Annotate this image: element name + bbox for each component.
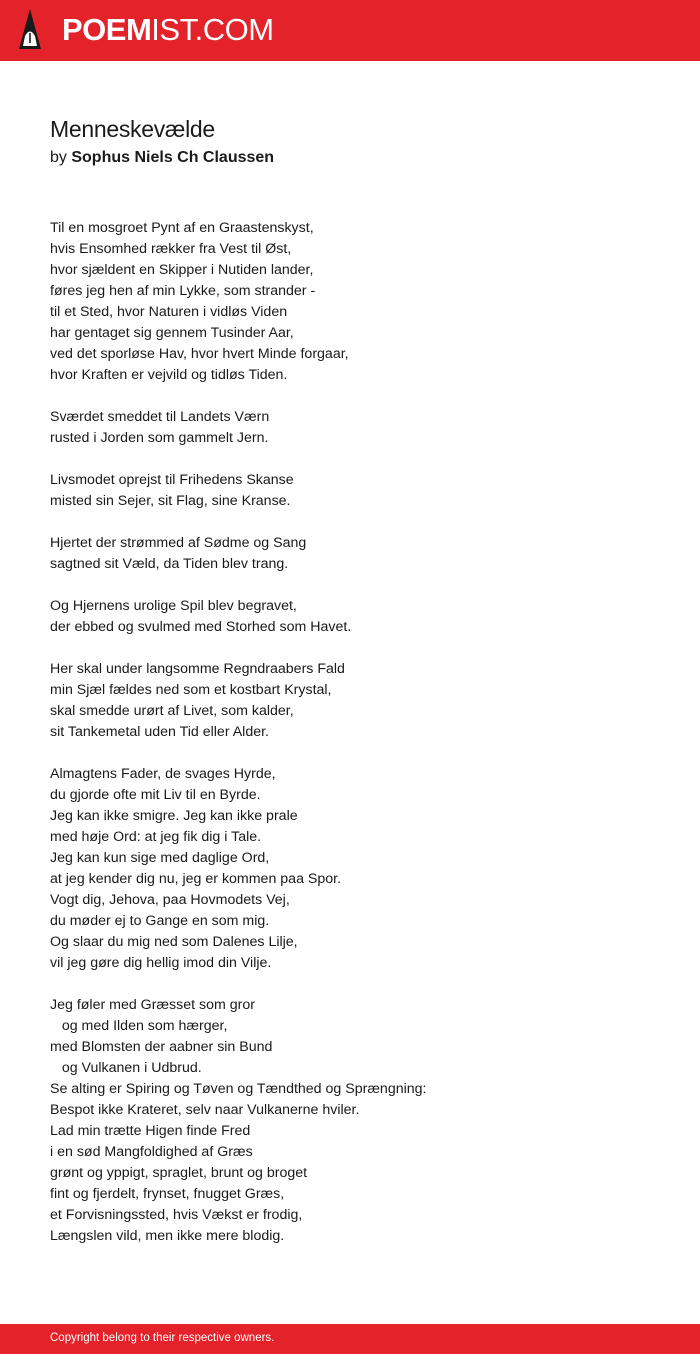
pen-nib-icon[interactable] — [18, 9, 42, 51]
poem-line: Sværdet smeddet til Landets Værn — [50, 409, 270, 425]
poem-line: der ebbed og svulmed med Storhed som Havet. — [50, 619, 352, 635]
poem-line: rusted i Jorden som gammelt Jern. — [50, 430, 269, 446]
poem-line: min Sjæl fældes ned som et kostbart Krystal, — [50, 682, 332, 698]
poem-line: ved det sporløse Hav, hvor hvert Minde forgaar, — [50, 346, 349, 362]
poem-byline — [50, 149, 274, 167]
brand-rest: IST.COM — [151, 12, 274, 47]
poem-line: hvis Ensomhed rækker fra Vest til Øst, — [50, 241, 292, 257]
poem-line: Jeg kan ikke smigre. Jeg kan ikke prale — [50, 808, 298, 824]
poem-line: har gentaget sig gennem Tusinder Aar, — [50, 325, 294, 341]
poem-line: Og Hjernens urolige Spil blev begravet, — [50, 598, 297, 614]
poem-body — [50, 218, 670, 1268]
poem-line: et Forvisningssted, hvis Vækst er frodig, — [50, 1207, 303, 1223]
poem-stanza — [50, 596, 670, 638]
brand-strong: POEM — [62, 12, 152, 47]
poem-author[interactable]: Sophus Niels Ch Claussen — [71, 149, 275, 166]
poem-line: hvor Kraften er vejvild og tidløs Tiden. — [50, 367, 288, 383]
poem-line: Se alting er Spiring og Tøven og Tændthed og Sprængning: — [50, 1081, 427, 1097]
poem-line: til et Sted, hvor Naturen i vidløs Viden — [50, 304, 288, 320]
poem-line: grønt og yppigt, spraglet, brunt og broget — [50, 1165, 308, 1181]
poem-stanza — [50, 470, 670, 512]
poem-line: Bespot ikke Krateret, selv naar Vulkanerne hviler. — [50, 1102, 360, 1118]
poem-line: Livsmodet oprejst til Frihedens Skanse — [50, 472, 294, 488]
poem-line: og Vulkanen i Udbrud. — [50, 1060, 202, 1076]
byline-prefix: by — [50, 149, 67, 166]
poem-line: at jeg kender dig nu, jeg er kommen paa Spor. — [50, 871, 342, 887]
poem-line: sit Tankemetal uden Tid eller Alder. — [50, 724, 269, 740]
poem-line: Her skal under langsomme Regndraabers Fald — [50, 661, 345, 677]
poem-line: føres jeg hen af min Lykke, som strander - — [50, 283, 316, 299]
poem-stanza — [50, 407, 670, 449]
poem-line: Længslen vild, men ikke mere blodig. — [50, 1228, 285, 1244]
poem-line: med Blomsten der aabner sin Bund — [50, 1039, 273, 1055]
poem-line: du møder ej to Gange en som mig. — [50, 913, 270, 929]
poem-line: Jeg kan kun sige med daglige Ord, — [50, 850, 270, 866]
poem-title: Menneskevælde — [50, 116, 215, 142]
poem-stanza — [50, 764, 670, 974]
poem-stanza — [50, 218, 670, 386]
poem-line: med høje Ord: at jeg fik dig i Tale. — [50, 829, 262, 845]
poem-stanza — [50, 995, 670, 1247]
site-footer — [0, 1324, 700, 1354]
poem-line: du gjorde ofte mit Liv til en Byrde. — [50, 787, 261, 803]
poem-line: Almagtens Fader, de svages Hyrde, — [50, 766, 276, 782]
poem-line: og med Ilden som hærger, — [50, 1018, 228, 1034]
poem-line: Til en mosgroet Pynt af en Graastenskyst, — [50, 220, 314, 236]
poem-line: sagtned sit Væld, da Tiden blev trang. — [50, 556, 289, 572]
poem-line: hvor sjældent en Skipper i Nutiden lander, — [50, 262, 314, 278]
poem-line: Vogt dig, Jehova, paa Hovmodets Vej, — [50, 892, 290, 908]
site-logo-text[interactable] — [62, 10, 274, 50]
poem-line: Hjertet der strømmed af Sødme og Sang — [50, 535, 307, 551]
copyright-notice: Copyright belong to their respective owners. — [50, 1332, 275, 1344]
poem-line: misted sin Sejer, sit Flag, sine Kranse. — [50, 493, 291, 509]
poem-line: i en sød Mangfoldighed af Græs — [50, 1144, 253, 1160]
poem-line: Og slaar du mig ned som Dalenes Lilje, — [50, 934, 298, 950]
poem-line: fint og fjerdelt, frynset, fnugget Græs, — [50, 1186, 285, 1202]
site-header — [0, 0, 700, 61]
poem-stanza — [50, 533, 670, 575]
poem-line: vil jeg gøre dig hellig imod din Vilje. — [50, 955, 272, 971]
poem-stanza — [50, 659, 670, 743]
poem-line: skal smedde urørt af Livet, som kalder, — [50, 703, 294, 719]
poem-line: Lad min trætte Higen finde Fred — [50, 1123, 251, 1139]
poem-line: Jeg føler med Græsset som gror — [50, 997, 255, 1013]
